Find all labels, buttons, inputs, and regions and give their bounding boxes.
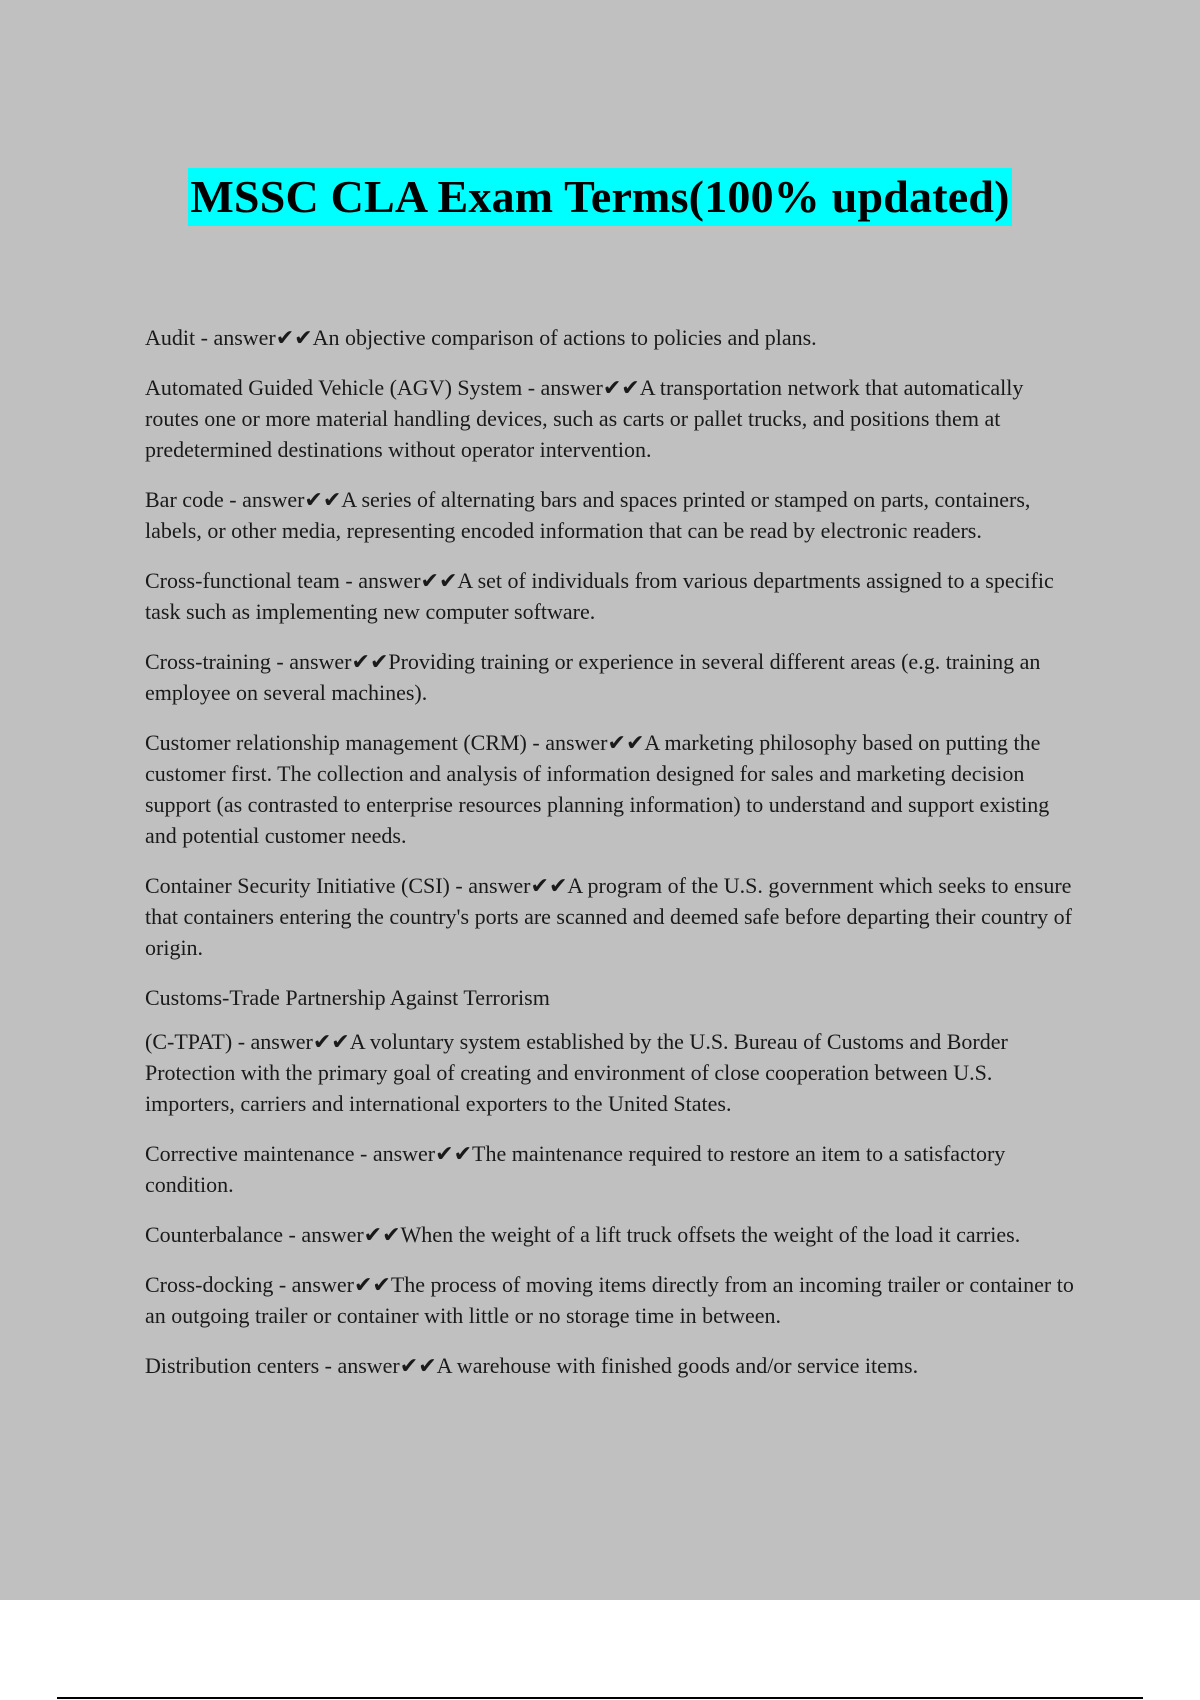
term-entry-ctpat: (C-TPAT) - answer✔✔A voluntary system established by the U.S. Bureau of Customs and Border Protection with the primary goal of creating and environment of close cooperation between U.S. importers, carriers and international exporters to the United States. xyxy=(145,1029,1008,1116)
term-entry-cross-training: Cross-training - answer✔✔Providing training or experience in several different areas (e.g. training an employee on several machines). xyxy=(145,649,1041,705)
footer-divider xyxy=(57,1697,1143,1699)
term-entry-distribution-centers: Distribution centers - answer✔✔A warehouse with finished goods and/or service items. xyxy=(145,1353,919,1378)
term-list xyxy=(145,322,1075,1400)
term-entry-bar-code: Bar code - answer✔✔A series of alternating bars and spaces printed or stamped on parts, containers, labels, or other media, representing encoded information that can be read by electronic readers. xyxy=(145,487,1031,543)
title-container xyxy=(0,168,1200,226)
document-title: MSSC CLA Exam Terms(100% updated) xyxy=(188,168,1011,226)
term-entry-cross-functional-team: Cross-functional team - answer✔✔A set of individuals from various departments assigned to a specific task such as implementing new computer software. xyxy=(145,568,1054,624)
term-entry-audit: Audit - answer✔✔An objective comparison of actions to policies and plans. xyxy=(145,325,817,350)
term-entry-crm: Customer relationship management (CRM) - answer✔✔A marketing philosophy based on putting the customer first. The collection and analysis of information designed for sales and marketing decision support (as contrasted to enterprise resources planning information) to understand and support existing and potential customer needs. xyxy=(145,730,1050,848)
term-entry-counterbalance: Counterbalance - answer✔✔When the weight of a lift truck offsets the weight of the load it carries. xyxy=(145,1222,1021,1247)
term-entry-agv: Automated Guided Vehicle (AGV) System - answer✔✔A transportation network that automatically routes one or more material handling devices, such as carts or pallet trucks, and positions them at predetermined destinations without operator intervention. xyxy=(145,375,1024,462)
term-entry-ctpat-heading: Customs-Trade Partnership Against Terrorism xyxy=(145,985,550,1010)
term-entry-csi: Container Security Initiative (CSI) - answer✔✔A program of the U.S. government which seeks to ensure that containers entering the country's ports are scanned and deemed safe before departing their country of origin. xyxy=(145,873,1072,960)
term-entry-corrective-maintenance: Corrective maintenance - answer✔✔The maintenance required to restore an item to a satisfactory condition. xyxy=(145,1141,1006,1197)
term-entry-cross-docking: Cross-docking - answer✔✔The process of moving items directly from an incoming trailer or container to an outgoing trailer or container with little or no storage time in between. xyxy=(145,1272,1074,1328)
